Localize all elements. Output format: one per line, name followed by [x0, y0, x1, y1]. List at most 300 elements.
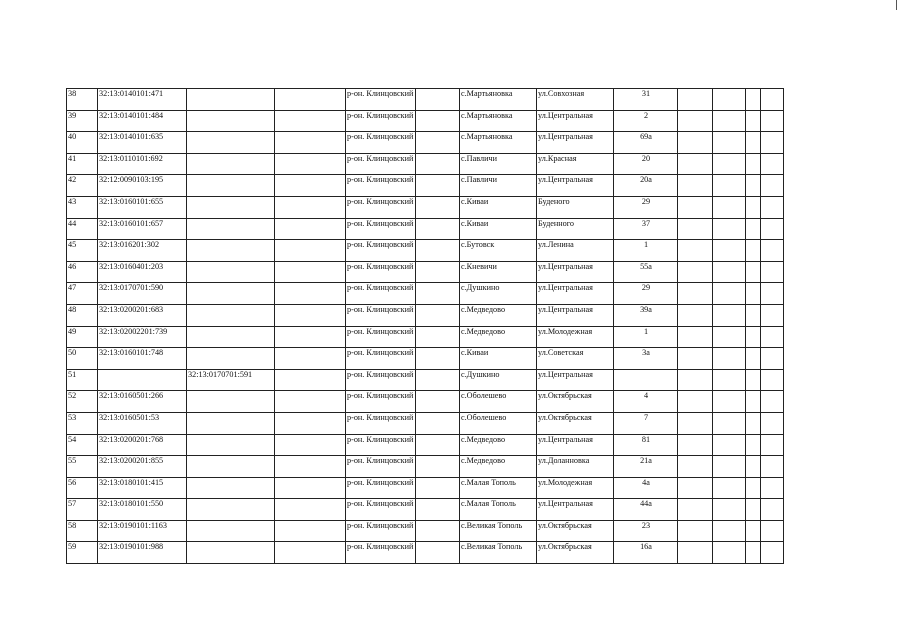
empty-cell [275, 196, 346, 218]
empty-cell [416, 89, 460, 111]
cadastral-number-cell: 32:13:0140101:484 [98, 110, 187, 132]
cadastral-number-cell: 32:13:0170701:590 [98, 283, 187, 305]
house-number-cell: 4а [614, 477, 678, 499]
empty-cell [746, 412, 761, 434]
house-number-cell: 1 [614, 326, 678, 348]
empty-cell [678, 240, 713, 262]
district-cell: р-он. Клинцовский [346, 132, 416, 154]
cadastral-number-cell: 32:13:0200201:768 [98, 434, 187, 456]
settlement-cell: с.Мартьяновка [460, 110, 537, 132]
row-number-cell: 51 [67, 369, 98, 391]
empty-cell [761, 196, 784, 218]
district-cell: р-он. Клинцовский [346, 175, 416, 197]
cadastral-number-cell: 32:13:0160501:266 [98, 391, 187, 413]
row-number-cell: 46 [67, 261, 98, 283]
cadastral-number-cell: 32:13:0200201:683 [98, 304, 187, 326]
empty-cell [746, 542, 761, 564]
empty-cell [713, 240, 746, 262]
street-cell: ул.Центральная [537, 434, 614, 456]
table-row [67, 326, 784, 348]
empty-cell [416, 434, 460, 456]
street-cell: ул.Центральная [537, 261, 614, 283]
empty-cell [416, 283, 460, 305]
empty-cell [713, 412, 746, 434]
cadastral-number-cell: 32:13:0190101:1163 [98, 520, 187, 542]
empty-cell [746, 175, 761, 197]
house-number-cell: 21а [614, 456, 678, 478]
empty-cell [416, 456, 460, 478]
empty-cell [416, 196, 460, 218]
row-number-cell: 49 [67, 326, 98, 348]
settlement-cell: с.Киваи [460, 218, 537, 240]
empty-cell [678, 542, 713, 564]
empty-cell [275, 326, 346, 348]
empty-cell [275, 412, 346, 434]
empty-cell [713, 499, 746, 521]
empty-cell [713, 175, 746, 197]
empty-cell [275, 218, 346, 240]
street-cell: ул.Октябрьская [537, 391, 614, 413]
empty-cell [713, 542, 746, 564]
empty-cell [761, 153, 784, 175]
empty-cell [275, 240, 346, 262]
settlement-cell: с.Великая Тополь [460, 542, 537, 564]
table-row [67, 218, 784, 240]
empty-cell [678, 477, 713, 499]
empty-cell [713, 218, 746, 240]
table-row [67, 542, 784, 564]
street-cell: ул.Советская [537, 348, 614, 370]
empty-cell [761, 477, 784, 499]
cadastral-number-cell: 32:13:02002201:739 [98, 326, 187, 348]
empty-cell [761, 391, 784, 413]
empty-cell [275, 434, 346, 456]
empty-cell [678, 348, 713, 370]
table-row [67, 456, 784, 478]
cadastral-number-alt-cell: 32:13:0170701:591 [187, 369, 275, 391]
empty-cell [746, 326, 761, 348]
cadastral-number-alt-cell [187, 132, 275, 154]
cadastral-number-alt-cell [187, 391, 275, 413]
empty-cell [678, 326, 713, 348]
settlement-cell: с.Мартьяновка [460, 89, 537, 111]
empty-cell [713, 391, 746, 413]
cadastral-number-alt-cell [187, 283, 275, 305]
empty-cell [761, 175, 784, 197]
empty-cell [746, 261, 761, 283]
row-number-cell: 45 [67, 240, 98, 262]
empty-cell [678, 434, 713, 456]
table-row [67, 89, 784, 111]
cadastral-number-cell [98, 369, 187, 391]
house-number-cell: 16а [614, 542, 678, 564]
empty-cell [761, 240, 784, 262]
street-cell: ул.Октябрьская [537, 412, 614, 434]
empty-cell [275, 283, 346, 305]
table-row [67, 477, 784, 499]
district-cell: р-он. Клинцовский [346, 391, 416, 413]
street-cell: Буденного [537, 218, 614, 240]
cadastral-number-alt-cell [187, 196, 275, 218]
district-cell: р-он. Клинцовский [346, 240, 416, 262]
empty-cell [761, 520, 784, 542]
empty-cell [416, 477, 460, 499]
empty-cell [713, 110, 746, 132]
district-cell: р-он. Клинцовский [346, 304, 416, 326]
cadastral-number-alt-cell [187, 434, 275, 456]
cadastral-number-cell: 32:13:0160101:748 [98, 348, 187, 370]
district-cell: р-он. Клинцовский [346, 218, 416, 240]
district-cell: р-он. Клинцовский [346, 348, 416, 370]
cadastral-number-alt-cell [187, 175, 275, 197]
empty-cell [746, 499, 761, 521]
settlement-cell: с.Павличи [460, 153, 537, 175]
cadastral-number-alt-cell [187, 89, 275, 111]
row-number-cell: 42 [67, 175, 98, 197]
district-cell: р-он. Клинцовский [346, 412, 416, 434]
street-cell: ул.Центральная [537, 110, 614, 132]
district-cell: р-он. Клинцовский [346, 261, 416, 283]
empty-cell [746, 240, 761, 262]
cadastral-number-alt-cell [187, 240, 275, 262]
empty-cell [713, 153, 746, 175]
street-cell: ул.Ленина [537, 240, 614, 262]
empty-cell [761, 542, 784, 564]
row-number-cell: 57 [67, 499, 98, 521]
street-cell: ул.Центральная [537, 283, 614, 305]
settlement-cell: с.Малая Тополь [460, 477, 537, 499]
row-number-cell: 40 [67, 132, 98, 154]
district-cell: р-он. Клинцовский [346, 369, 416, 391]
cadastral-number-alt-cell [187, 304, 275, 326]
empty-cell [416, 240, 460, 262]
cadastral-number-alt-cell [187, 520, 275, 542]
empty-cell [416, 499, 460, 521]
empty-cell [746, 391, 761, 413]
table-row [67, 196, 784, 218]
district-cell: р-он. Клинцовский [346, 434, 416, 456]
empty-cell [713, 348, 746, 370]
row-number-cell: 43 [67, 196, 98, 218]
cadastral-number-alt-cell [187, 456, 275, 478]
empty-cell [713, 283, 746, 305]
empty-cell [678, 110, 713, 132]
table-row [67, 240, 784, 262]
empty-cell [746, 304, 761, 326]
empty-cell [275, 499, 346, 521]
row-number-cell: 38 [67, 89, 98, 111]
cadastral-number-cell: 32:13:0160101:657 [98, 218, 187, 240]
table-row [67, 348, 784, 370]
empty-cell [713, 434, 746, 456]
settlement-cell: с.Медведово [460, 434, 537, 456]
empty-cell [761, 89, 784, 111]
empty-cell [678, 89, 713, 111]
settlement-cell: с.Медведово [460, 456, 537, 478]
empty-cell [416, 542, 460, 564]
table-row [67, 110, 784, 132]
house-number-cell: 29 [614, 283, 678, 305]
empty-cell [761, 499, 784, 521]
table-row [67, 304, 784, 326]
house-number-cell: 29 [614, 196, 678, 218]
empty-cell [713, 477, 746, 499]
cadastral-number-alt-cell [187, 153, 275, 175]
house-number-cell: 20 [614, 153, 678, 175]
empty-cell [275, 304, 346, 326]
house-number-cell: 81 [614, 434, 678, 456]
empty-cell [761, 369, 784, 391]
row-number-cell: 47 [67, 283, 98, 305]
row-number-cell: 59 [67, 542, 98, 564]
table-row [67, 132, 784, 154]
table-row [67, 261, 784, 283]
cadastral-number-alt-cell [187, 412, 275, 434]
empty-cell [275, 520, 346, 542]
empty-cell [416, 304, 460, 326]
empty-cell [761, 434, 784, 456]
house-number-cell: 7 [614, 412, 678, 434]
district-cell: р-он. Клинцовский [346, 89, 416, 111]
empty-cell [746, 434, 761, 456]
district-cell: р-он. Клинцовский [346, 110, 416, 132]
empty-cell [761, 412, 784, 434]
row-number-cell: 56 [67, 477, 98, 499]
street-cell: ул.Центральная [537, 499, 614, 521]
empty-cell [678, 520, 713, 542]
house-number-cell [614, 369, 678, 391]
empty-cell [746, 348, 761, 370]
empty-cell [678, 132, 713, 154]
settlement-cell: с.Павличи [460, 175, 537, 197]
settlement-cell: с.Киваи [460, 196, 537, 218]
house-number-cell: 3а [614, 348, 678, 370]
empty-cell [746, 153, 761, 175]
settlement-cell: с.Медведово [460, 304, 537, 326]
settlement-cell: с.Кневичи [460, 261, 537, 283]
cadastral-number-cell: 32:12:0090103:195 [98, 175, 187, 197]
house-number-cell: 20а [614, 175, 678, 197]
cadastral-number-alt-cell [187, 477, 275, 499]
house-number-cell: 23 [614, 520, 678, 542]
district-cell: р-он. Клинцовский [346, 283, 416, 305]
table-row [67, 369, 784, 391]
empty-cell [746, 369, 761, 391]
street-cell: ул.Красная [537, 153, 614, 175]
empty-cell [275, 110, 346, 132]
cadastral-number-cell: 32:13:0180101:550 [98, 499, 187, 521]
empty-cell [275, 369, 346, 391]
street-cell: ул.Совхозная [537, 89, 614, 111]
empty-cell [416, 175, 460, 197]
settlement-cell: с.Киваи [460, 348, 537, 370]
cadastral-number-alt-cell [187, 261, 275, 283]
cadastral-number-cell: 32:13:0160501:53 [98, 412, 187, 434]
table-row [67, 283, 784, 305]
empty-cell [416, 520, 460, 542]
page-edge-mark [896, 0, 897, 10]
empty-cell [761, 326, 784, 348]
empty-cell [761, 304, 784, 326]
row-number-cell: 55 [67, 456, 98, 478]
house-number-cell: 1 [614, 240, 678, 262]
table-row [67, 520, 784, 542]
cadastral-number-cell: 32:13:0190101:988 [98, 542, 187, 564]
empty-cell [713, 261, 746, 283]
empty-cell [275, 348, 346, 370]
street-cell: ул.Центральная [537, 132, 614, 154]
empty-cell [761, 132, 784, 154]
empty-cell [416, 369, 460, 391]
empty-cell [416, 132, 460, 154]
empty-cell [713, 326, 746, 348]
row-number-cell: 44 [67, 218, 98, 240]
house-number-cell: 39а [614, 304, 678, 326]
empty-cell [678, 175, 713, 197]
settlement-cell: с.Мартьяновка [460, 132, 537, 154]
empty-cell [678, 369, 713, 391]
empty-cell [713, 456, 746, 478]
settlement-cell: с.Бутовск [460, 240, 537, 262]
empty-cell [416, 326, 460, 348]
house-number-cell: 69а [614, 132, 678, 154]
empty-cell [746, 283, 761, 305]
empty-cell [713, 196, 746, 218]
row-number-cell: 50 [67, 348, 98, 370]
settlement-cell: с.Малая Тополь [460, 499, 537, 521]
settlement-cell: с.Оболешево [460, 391, 537, 413]
empty-cell [275, 89, 346, 111]
empty-cell [275, 391, 346, 413]
empty-cell [275, 175, 346, 197]
cadastral-number-alt-cell [187, 499, 275, 521]
table-row [67, 175, 784, 197]
empty-cell [416, 110, 460, 132]
street-cell: ул.Центральная [537, 175, 614, 197]
cadastral-number-cell: 32:13:0180101:415 [98, 477, 187, 499]
district-cell: р-он. Клинцовский [346, 196, 416, 218]
empty-cell [713, 520, 746, 542]
table-body [67, 89, 784, 564]
empty-cell [416, 391, 460, 413]
settlement-cell: с.Душкино [460, 283, 537, 305]
empty-cell [746, 196, 761, 218]
table-row [67, 391, 784, 413]
empty-cell [275, 477, 346, 499]
street-cell: ул.Молодежная [537, 477, 614, 499]
house-number-cell: 37 [614, 218, 678, 240]
settlement-cell: с.Великая Тополь [460, 520, 537, 542]
table-row [67, 153, 784, 175]
empty-cell [678, 283, 713, 305]
row-number-cell: 54 [67, 434, 98, 456]
empty-cell [746, 218, 761, 240]
cadastral-number-alt-cell [187, 326, 275, 348]
empty-cell [713, 132, 746, 154]
district-cell: р-он. Клинцовский [346, 326, 416, 348]
empty-cell [761, 348, 784, 370]
empty-cell [761, 110, 784, 132]
district-cell: р-он. Клинцовский [346, 542, 416, 564]
empty-cell [761, 283, 784, 305]
district-cell: р-он. Клинцовский [346, 456, 416, 478]
cadastral-number-cell: 32:13:0160101:655 [98, 196, 187, 218]
cadastral-number-alt-cell [187, 110, 275, 132]
row-number-cell: 48 [67, 304, 98, 326]
empty-cell [761, 456, 784, 478]
street-cell: ул.Доланновка [537, 456, 614, 478]
street-cell: ул.Центральная [537, 369, 614, 391]
empty-cell [761, 261, 784, 283]
settlement-cell: с.Оболешево [460, 412, 537, 434]
empty-cell [678, 218, 713, 240]
cadastral-number-cell: 32:13:0140101:471 [98, 89, 187, 111]
cadastral-number-cell: 32:13:016201:302 [98, 240, 187, 262]
empty-cell [746, 132, 761, 154]
empty-cell [416, 153, 460, 175]
empty-cell [678, 196, 713, 218]
district-cell: р-он. Клинцовский [346, 153, 416, 175]
empty-cell [678, 499, 713, 521]
empty-cell [275, 456, 346, 478]
street-cell: ул.Октябрьская [537, 520, 614, 542]
cadastral-number-cell: 32:13:0140101:635 [98, 132, 187, 154]
empty-cell [678, 153, 713, 175]
house-number-cell: 44а [614, 499, 678, 521]
row-number-cell: 41 [67, 153, 98, 175]
empty-cell [713, 369, 746, 391]
empty-cell [713, 89, 746, 111]
district-cell: р-он. Клинцовский [346, 477, 416, 499]
district-cell: р-он. Клинцовский [346, 520, 416, 542]
cadastral-number-alt-cell [187, 542, 275, 564]
empty-cell [678, 412, 713, 434]
house-number-cell: 2 [614, 110, 678, 132]
district-cell: р-он. Клинцовский [346, 499, 416, 521]
empty-cell [275, 542, 346, 564]
empty-cell [761, 218, 784, 240]
empty-cell [746, 89, 761, 111]
empty-cell [416, 261, 460, 283]
empty-cell [713, 304, 746, 326]
cadastral-number-alt-cell [187, 218, 275, 240]
empty-cell [678, 391, 713, 413]
cadastral-number-cell: 32:13:0200201:855 [98, 456, 187, 478]
row-number-cell: 39 [67, 110, 98, 132]
table-row [67, 499, 784, 521]
empty-cell [275, 132, 346, 154]
empty-cell [678, 261, 713, 283]
street-cell: ул.Молодежная [537, 326, 614, 348]
empty-cell [416, 218, 460, 240]
empty-cell [416, 412, 460, 434]
empty-cell [275, 261, 346, 283]
house-number-cell: 4 [614, 391, 678, 413]
street-cell: ул.Центральная [537, 304, 614, 326]
empty-cell [275, 153, 346, 175]
settlement-cell: с.Душкино [460, 369, 537, 391]
row-number-cell: 58 [67, 520, 98, 542]
table-row [67, 434, 784, 456]
cadastral-number-cell: 32:13:0110101:692 [98, 153, 187, 175]
house-number-cell: 55а [614, 261, 678, 283]
property-registry-table [66, 88, 784, 564]
row-number-cell: 53 [67, 412, 98, 434]
empty-cell [746, 110, 761, 132]
empty-cell [678, 456, 713, 478]
cadastral-number-alt-cell [187, 348, 275, 370]
empty-cell [746, 477, 761, 499]
